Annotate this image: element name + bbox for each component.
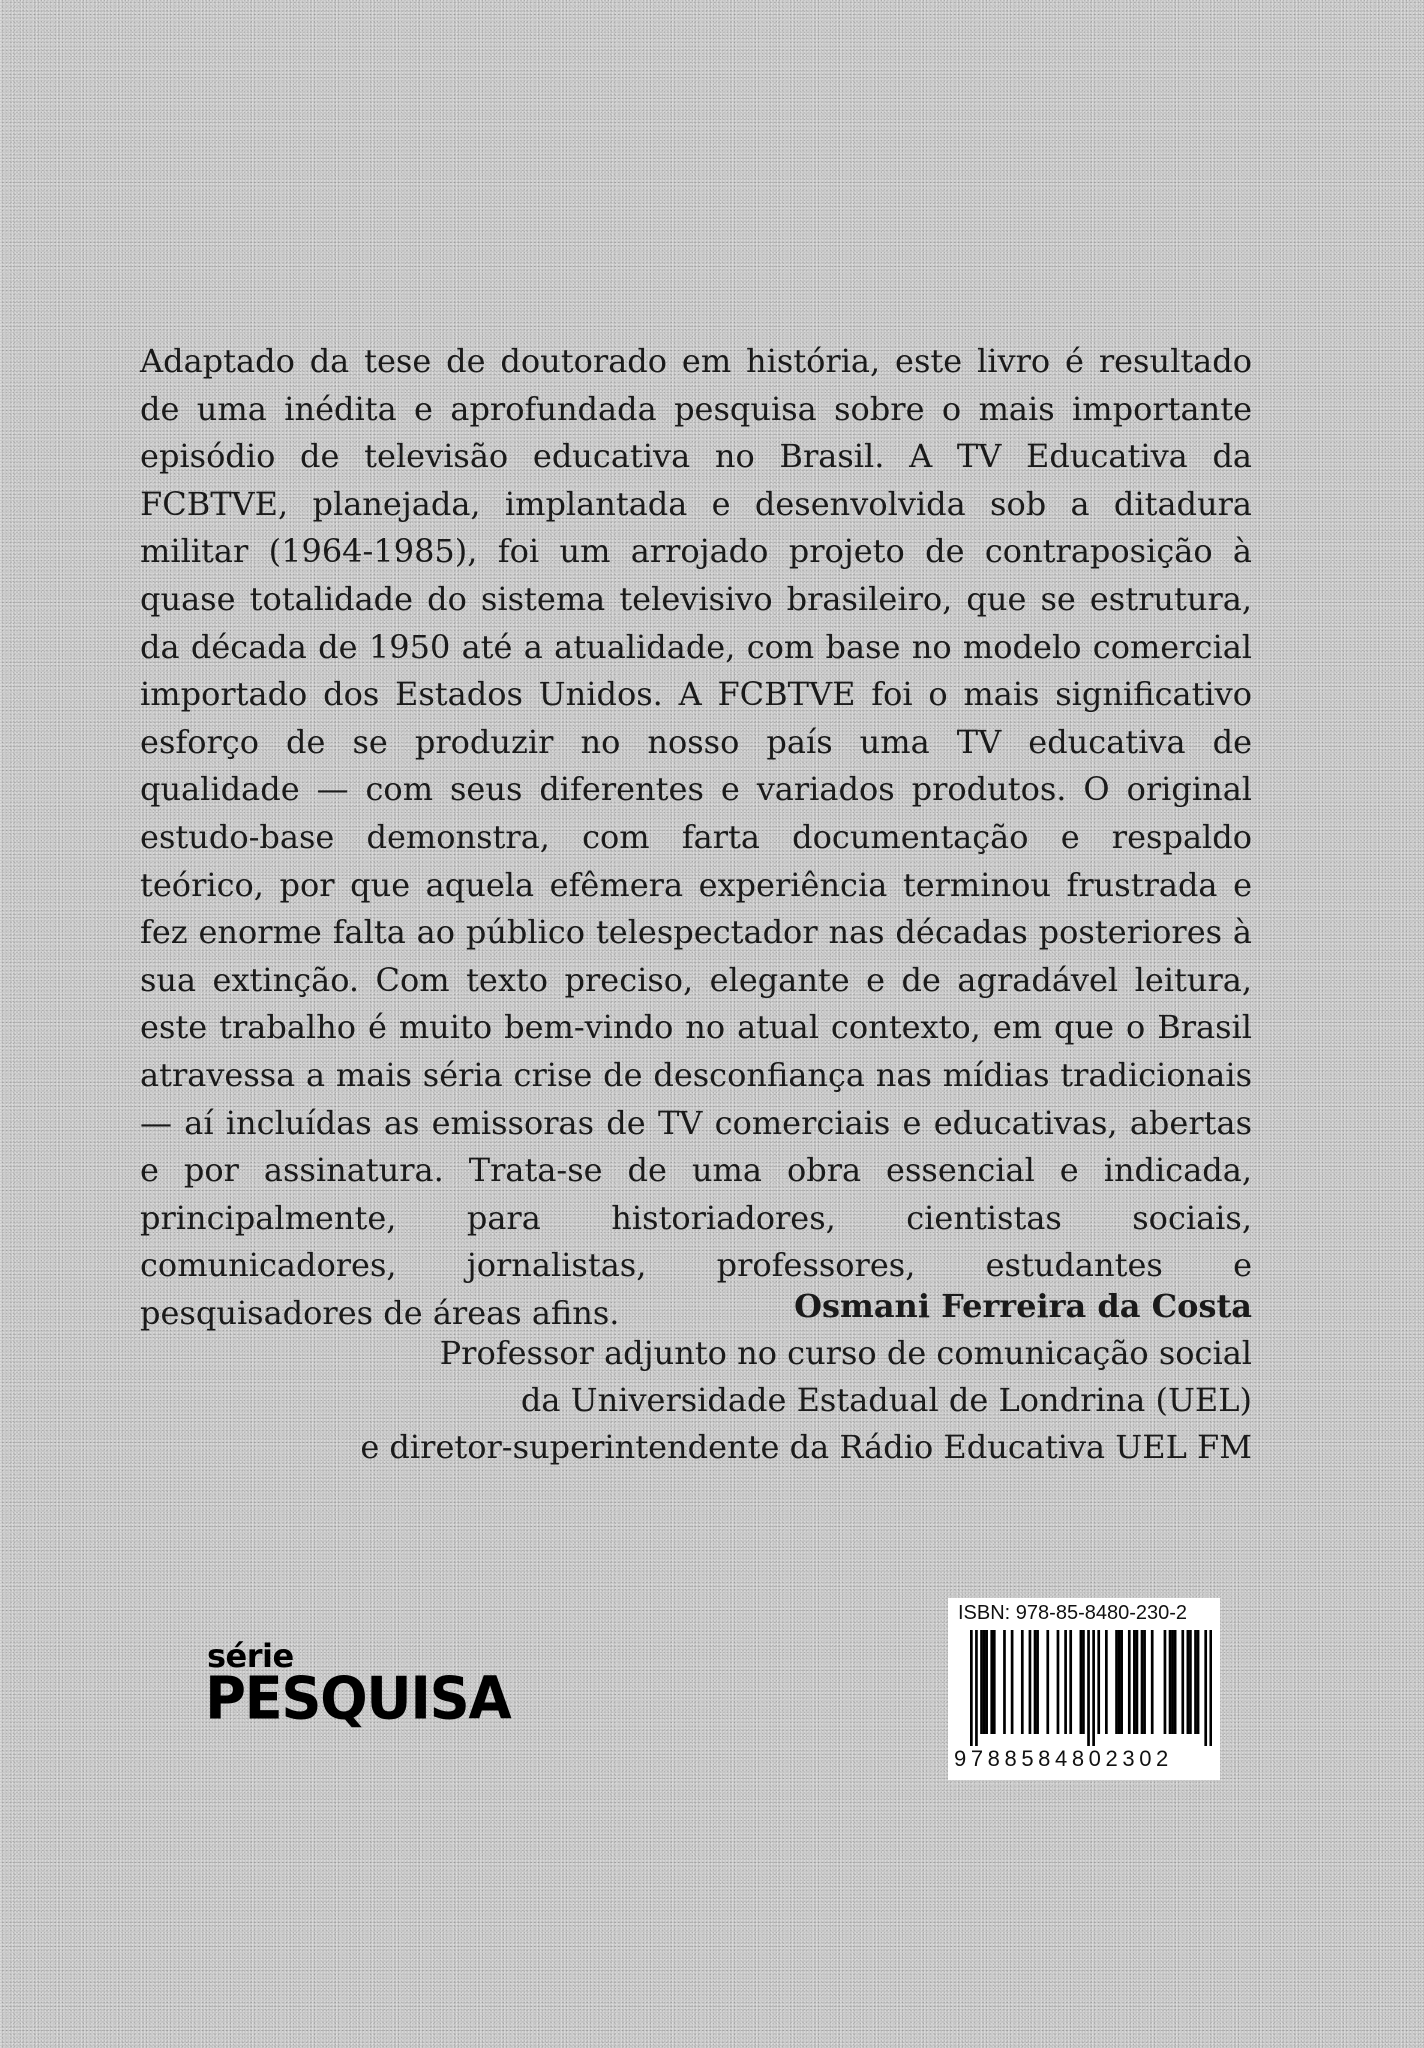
barcode-bar xyxy=(1034,1630,1037,1734)
barcode-bar xyxy=(1082,1630,1085,1734)
barcode-bar xyxy=(1092,1630,1095,1746)
barcode-bar xyxy=(1181,1630,1184,1734)
barcode-bar xyxy=(1029,1630,1032,1734)
series-logo-big: PESQUISA xyxy=(205,1664,511,1733)
barcode-bar xyxy=(993,1630,996,1734)
barcode-bar xyxy=(1128,1630,1131,1734)
isbn-label: ISBN: 978-85-8480-230-2 xyxy=(958,1602,1188,1624)
barcode-bar xyxy=(1164,1630,1167,1734)
barcode-bar xyxy=(985,1630,988,1734)
barcode-bar xyxy=(1003,1630,1006,1734)
signature-name: Osmani Ferreira da Costa xyxy=(794,1287,1252,1325)
barcode-bar xyxy=(1204,1630,1207,1746)
barcode-bar xyxy=(1069,1630,1072,1734)
barcode-bar xyxy=(1097,1630,1100,1734)
author-signature xyxy=(352,1283,1252,1471)
barcode-bar xyxy=(1133,1630,1136,1734)
barcode-bar xyxy=(1171,1630,1174,1734)
barcode-bar xyxy=(1174,1630,1177,1734)
barcode-bar xyxy=(1143,1630,1146,1734)
barcode-bar xyxy=(1105,1630,1108,1734)
barcode-bar xyxy=(1136,1630,1139,1734)
series-logo-small: série xyxy=(207,1637,294,1675)
barcode-bar xyxy=(1021,1630,1024,1734)
barcode-bar xyxy=(1080,1630,1083,1734)
barcode-bar xyxy=(1120,1630,1123,1734)
barcode-bar xyxy=(1141,1630,1144,1734)
signature-role-line-3: e diretor-superintendente da Rádio Educativa UEL FM xyxy=(360,1428,1252,1466)
barcode-bar xyxy=(1046,1630,1049,1734)
back-cover-blurb: Adaptado da tese de doutorado em história, este livro é resultado de uma inédita e aprofundada pesquisa sobre o mais importante episódio de televisão educativa no Brasil. A TV Educativa da FCBTVE, planejada, implantada e desenvolvida sob a ditadura militar (1964-1985), foi um arrojado projeto de contraposição à quase totalidade do sistema televisivo brasileiro, que se estrutura, da década de 1950 até a atualidade, com base no modelo comercial importado dos Estados Unidos. A FCBTVE foi o mais significativo esforço de se produzir no nosso país uma TV educativa de qualidade — com seus diferentes e variados produtos. O original estudo-base demonstra, com farta documentação e respaldo teórico, por que aquela efêmera experiência terminou frustrada e fez enorme falta ao público telespectador nas décadas posteriores à sua extinção. Com texto preciso, elegante e de agradável leitura, este trabalho é muito bem-vindo no atual contexto, em que o Brasil atravessa a mais séria crise de desconfiança nas mídias tradicionais — aí incluídas as emissoras de TV comerciais e educativas, abertas e por assinatura. Trata-se de uma obra essencial e indicada, principalmente, para historiadores, cientistas sociais, comunicadores, jornalistas, professores, estudantes e pesquisadores de áreas afins. xyxy=(140,342,1252,1332)
barcode-bar xyxy=(1115,1630,1118,1734)
barcode-digits: 9788584802302 xyxy=(954,1746,1173,1771)
barcode-bar xyxy=(1118,1630,1121,1734)
series-logo xyxy=(205,1637,511,1733)
barcode-bar xyxy=(1189,1630,1192,1734)
barcode-bar xyxy=(1064,1630,1067,1734)
barcode-bar xyxy=(1036,1630,1039,1734)
barcode-bar xyxy=(1197,1630,1200,1734)
barcode-bar xyxy=(990,1630,993,1734)
barcode-bar xyxy=(1011,1630,1014,1734)
barcode-bar xyxy=(1169,1630,1172,1734)
barcode-bar xyxy=(1087,1630,1090,1746)
barcode-bar xyxy=(980,1630,983,1734)
isbn-barcode xyxy=(948,1598,1220,1780)
barcode-bar xyxy=(1151,1630,1154,1734)
signature-role-line-2: da Universidade Estadual de Londrina (UEL) xyxy=(520,1381,1252,1419)
barcode-bar xyxy=(1194,1630,1197,1734)
barcode-bar xyxy=(1057,1630,1060,1734)
barcode-bar xyxy=(1209,1630,1212,1746)
barcode-bar xyxy=(1187,1630,1190,1734)
barcode-bar xyxy=(970,1630,973,1746)
barcode-bar xyxy=(975,1630,978,1746)
barcode-bar xyxy=(983,1630,986,1734)
signature-role-line-1: Professor adjunto no curso de comunicação social xyxy=(439,1334,1252,1372)
barcode-bars-icon xyxy=(956,1630,1212,1746)
